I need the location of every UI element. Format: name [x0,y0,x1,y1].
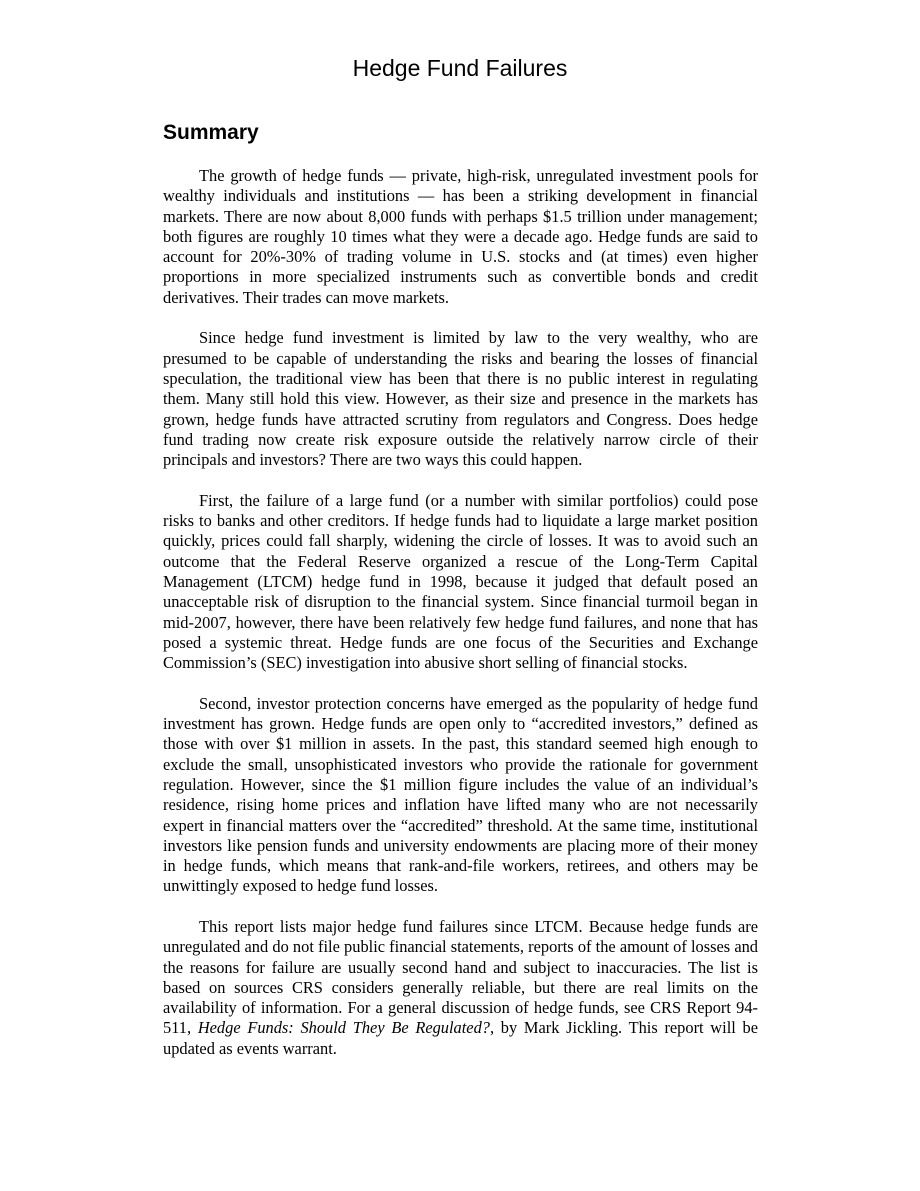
summary-paragraph-5-text-after: , by Mark Jickling. This report will be updated as events warrant. [163,1018,758,1058]
summary-body [163,166,758,1059]
summary-paragraph-1: The growth of hedge funds — private, high-risk, unregulated investment pools for wealthy individuals and institutions — has been a striking development in financial markets. There are now about 8,000 funds with perhaps $1.5 trillion under management; both figures are roughly 10 times what they were a decade ago. Hedge funds are said to account for 20%-30% of trading volume in U.S. stocks and (at times) even higher proportions in more specialized instruments such as convertible bonds and credit derivatives. Their trades can move markets. [163,166,758,307]
summary-heading: Summary [163,121,259,144]
summary-paragraph-3: First, the failure of a large fund (or a number with similar portfolios) could pose risks to banks and other creditors. If hedge funds had to liquidate a large market position quickly, prices could fall sharply, widening the circle of losses. It was to avoid such an outcome that the Federal Reserve organized a rescue of the Long-Term Capital Management (LTCM) hedge fund in 1998, because it judged that default posed an unacceptable risk of disruption to the financial system. Since financial turmoil began in mid-2007, however, there have been relatively few hedge fund failures, and none that has posed a systemic threat. Hedge funds are one focus of the Securities and Exchange Commission’s (SEC) investigation into abusive short selling of financial stocks. [163,490,758,673]
document-title: Hedge Fund Failures [352,55,568,81]
summary-paragraph-5 [163,917,758,1059]
report-title-citation: Hedge Funds: Should They Be Regulated? [197,1018,490,1038]
summary-paragraph-2: Since hedge fund investment is limited by law to the very wealthy, who are presumed to be capable of understanding the risks and bearing the losses of financial speculation, the traditional view has been that there is no public interest in regulating them. Many still hold this view. However, as their size and presence in the markets has grown, hedge funds have attracted scrutiny from regulators and Congress. Does hedge fund trading now create risk exposure outside the relatively narrow circle of their principals and investors? There are two ways this could happen. [163,328,758,470]
summary-paragraph-4: Second, investor protection concerns have emerged as the popularity of hedge fund investment has grown. Hedge funds are open only to “accredited investors,” defined as those with over $1 million in assets. In the past, this standard seemed high enough to exclude the small, unsophisticated investors who provide the rationale for government regulation. However, since the $1 million figure includes the value of an individual’s residence, rising home prices and inflation have lifted many who are not necessarily expert in financial matters over the “accredited” threshold. At the same time, institutional investors like pension funds and university endowments are placing more of their money in hedge funds, which means that rank-and-file workers, retirees, and others may be unwittingly exposed to hedge fund losses. [163,693,758,896]
summary-paragraph-5-text-before: This report lists major hedge fund failures since LTCM. Because hedge funds are unregulated and do not file public financial statements, reports of the amount of losses and the reasons for failure are usually second hand and subject to inaccuracies. The list is based on sources CRS considers generally reliable, but there are real limits on the availability of information. For a general discussion of hedge funds, see CRS Report 94-511, [163,916,758,1038]
